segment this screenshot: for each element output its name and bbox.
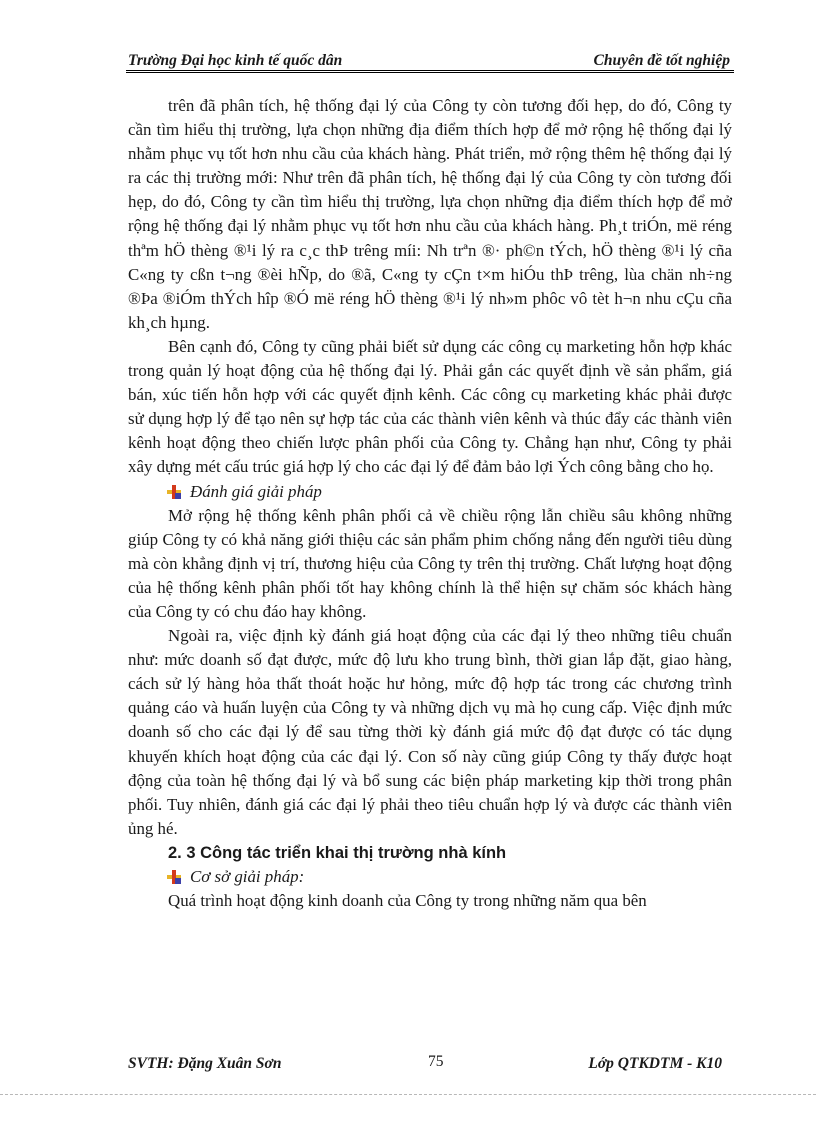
subheading-basis xyxy=(128,865,732,889)
paragraph-3: Mở rộng hệ thống kênh phân phối cả về chiều rộng lẫn chiều sâu không những giúp Công ty có khả năng giới thiệu các sản phẩm phim chống nắng đến người tiêu dùng mà còn khẳng định vị trí, thương hiệu của Công ty trên thị trường. Chất lượng hoạt động của hệ thống kênh phân phối tốt hay không chính là thể hiện sự chăm sóc khách hàng của Công ty có chu đáo hay không. xyxy=(128,505,732,621)
header-doc-type: Chuyên đề tốt nghiệp xyxy=(593,52,730,69)
paragraph-1: trên đã phân tích, hệ thống đại lý của Công ty còn tương đối hẹp, do đó, Công ty cần tìm hiểu thị trường, lựa chọn những địa điểm thích hợp để mở rộng hệ thống đại lý nhằm phục vụ tốt hơn nhu cầu của khách hàng. Phát triển, mở rộng thêm hệ thống đại lý ra các thị trường mới: Như trên đã phân tích, hệ thống đại lý của Công ty còn tương đối hẹp, do đó, Công ty cần tìm hiểu thị trường, lựa chọn những địa điểm thích hợp để mở rộng hệ thống đại lý nhằm phục vụ tốt hơn nhu cầu của khách hàng. Ph¸t triÓn, më réng thªm hÖ thèng ®¹i lý ra c¸c thÞ trêng míi: Nh trªn ®· ph©n tÝch, hÖ thèng ®¹i lý cña C«ng ty cßn t¬ng ®èi hÑp, do ®ã, C«ng ty cÇn t×m hiÓu thÞ trêng, lùa chän nh÷ng ®Þa ®iÓm thÝch hîp ®Ó më réng hÖ thèng ®¹i lý nh»m phôc vô tèt h¬n nhu cÇu cña kh¸ch hµng. xyxy=(128,96,732,332)
header-university: Trường Đại học kinh tế quốc dân xyxy=(128,52,343,69)
page-footer xyxy=(128,1054,732,1074)
bullet-plus-icon xyxy=(166,869,182,885)
paragraph-5: Quá trình hoạt động kinh doanh của Công ty trong những năm qua bên xyxy=(168,891,647,911)
footer-student: SVTH: Đặng Xuân Sơn xyxy=(128,1055,282,1072)
page-header xyxy=(128,52,732,70)
paragraph-2: Bên cạnh đó, Công ty cũng phải biết sử dụng các công cụ marketing hỗn hợp khác trong quản lý hoạt động của hệ thống đại lý. Phải gắn các quyết định về sản phẩm, giá bán, xúc tiến hỗn hợp với các quyết định kênh. Các công cụ marketing khác phải được sử dụng hợp lý để tạo nên sự hợp tác của các thành viên kênh và thúc đẩy các thành viên kênh hoạt động theo chiến lược phân phối của Công ty. Chẳng hạn như, Công ty phải xây dựng mét cấu trúc giá hợp lý cho các đại lý để đảm bảo lợi Ých công bằng cho họ. xyxy=(128,336,732,477)
subheading-evaluation xyxy=(128,480,732,504)
body-text xyxy=(128,94,732,913)
footer-class: Lớp QTKDTM - K10 xyxy=(588,1055,722,1072)
subheading-evaluation-label: Đánh giá giải pháp xyxy=(190,481,322,501)
page-break-rule xyxy=(0,1094,816,1095)
section-title: 2. 3 Công tác triển khai thị trường nhà kính xyxy=(168,843,507,862)
paragraph-4: Ngoài ra, việc định kỳ đánh giá hoạt động của các đại lý theo những tiêu chuẩn như: mức doanh số đạt được, mức độ lưu kho trung bình, thời gian lắp đặt, giao hàng, cách sử lý hàng hỏa thất thoát hoặc hư hỏng, mức độ hợp tác trong các chương trình quảng cáo và huấn luyện của Công ty và những dịch vụ mà họ cung cấp. Việc định mức doanh số cho các đại lý để sau từng thời kỳ đánh giá mức độ đạt được có tác dụng khuyến khích hoạt động của các đại lý. Con số này cũng giúp Công ty thấy được hoạt động của toàn hệ thống đại lý và bổ sung các biện pháp marketing kịp thời trong phân phối. Tuy nhiên, đánh giá các đại lý phải theo tiêu chuẩn hợp lý và được các thành viên ủng hé. xyxy=(128,626,732,838)
bullet-plus-icon xyxy=(166,484,182,500)
header-rule xyxy=(126,70,734,73)
subheading-basis-label: Cơ sở giải pháp: xyxy=(190,867,305,886)
page-number: 75 xyxy=(428,1053,444,1070)
